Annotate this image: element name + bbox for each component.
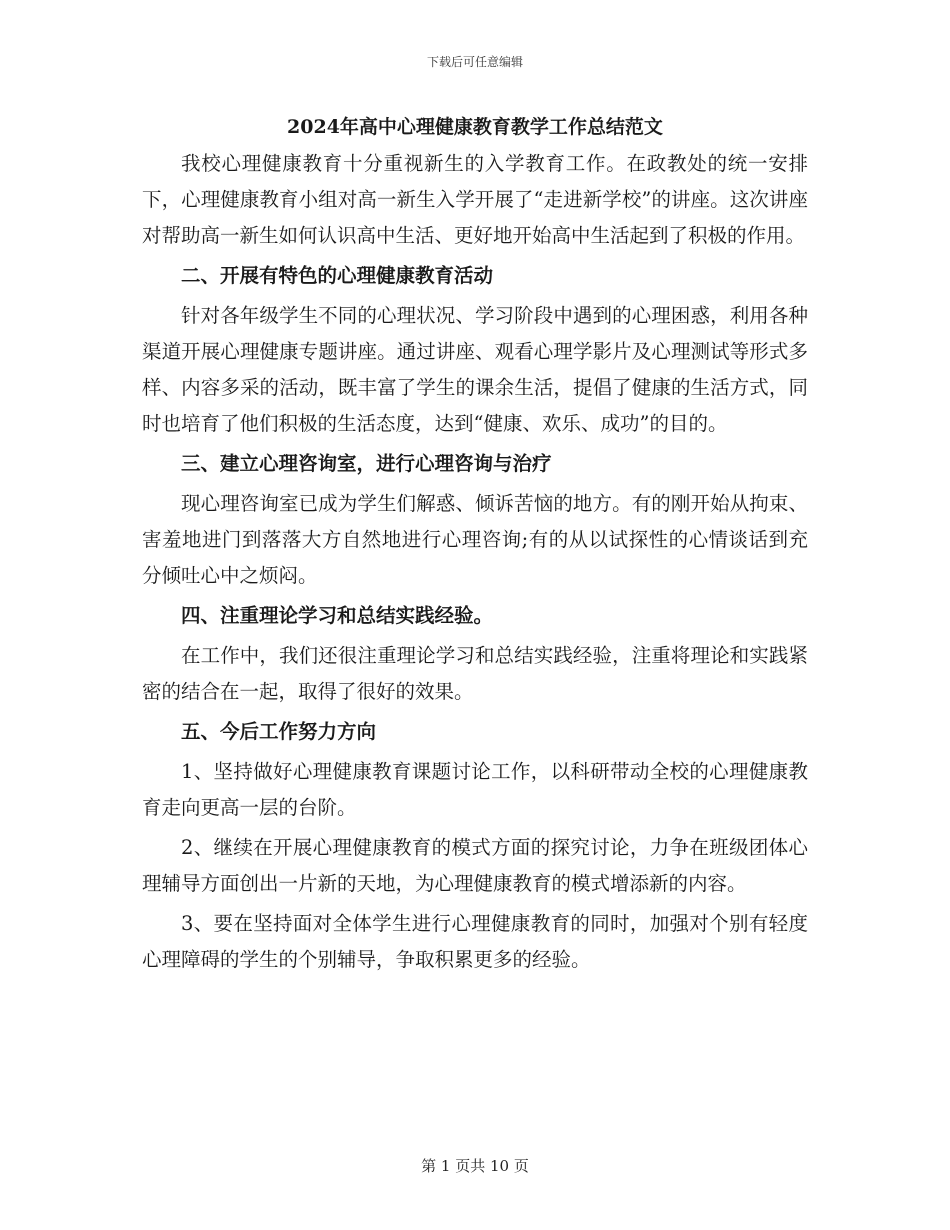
- document-title: 2024年高中心理健康教育教学工作总结范文: [287, 116, 663, 138]
- section-heading-future-direction: 五、今后工作努力方向: [181, 720, 377, 743]
- activities-paragraph: 针对各年级学生不同的心理状况、学习阶段中遇到的心理困惑，利用各种渠道开展心理健康专题讲座。通过讲座、观看心理学影片及心理测试等形式多样、内容多采的活动，既丰富了学生的课余生活，提倡了健康的生活方式，同时也培育了他们积极的生活态度，达到“健康、欢乐、成功”的目的。: [142, 304, 808, 435]
- document-body: [142, 146, 808, 982]
- future-item-2: 2、继续在开展心理健康教育的模式方面的探究讨论，力争在班级团体心理辅导方面创出一片新的天地，为心理健康教育的模式增添新的内容。: [142, 836, 808, 895]
- intro-paragraph: 我校心理健康教育十分重视新生的入学教育工作。在政教处的统一安排下，心理健康教育小组对高一新生入学开展了“走进新学校”的讲座。这次讲座对帮助高一新生如何认识高中生活、更好地开始高中生活起到了积极的作用。: [142, 152, 808, 247]
- counseling-room-paragraph: 现心理咨询室已成为学生们解惑、倾诉苦恼的地方。有的刚开始从拘束、害羞地进门到落落大方自然地进行心理咨询;有的从以试探性的心情谈话到充分倾吐心中之烦闷。: [142, 492, 808, 587]
- page-number-footer: 第 1 页共 10 页: [421, 1157, 529, 1175]
- future-item-3: 3、要在坚持面对全体学生进行心理健康教育的同时，加强对个别有轻度心理障碍的学生的个别辅导，争取积累更多的经验。: [142, 912, 808, 971]
- future-item-1: 1、坚持做好心理健康教育课题讨论工作，以科研带动全校的心理健康教育走向更高一层的台阶。: [142, 760, 808, 819]
- section-heading-counseling-room: 三、建立心理咨询室，进行心理咨询与治疗: [181, 452, 552, 475]
- theory-practice-paragraph: 在工作中，我们还很注重理论学习和总结实践经验，注重将理论和实践紧密的结合在一起，取得了很好的效果。: [142, 644, 808, 703]
- page-header-note: 下载后可任意编辑: [426, 55, 523, 69]
- section-heading-theory-practice: 四、注重理论学习和总结实践经验。: [181, 604, 494, 627]
- section-heading-activities: 二、开展有特色的心理健康教育活动: [181, 264, 494, 287]
